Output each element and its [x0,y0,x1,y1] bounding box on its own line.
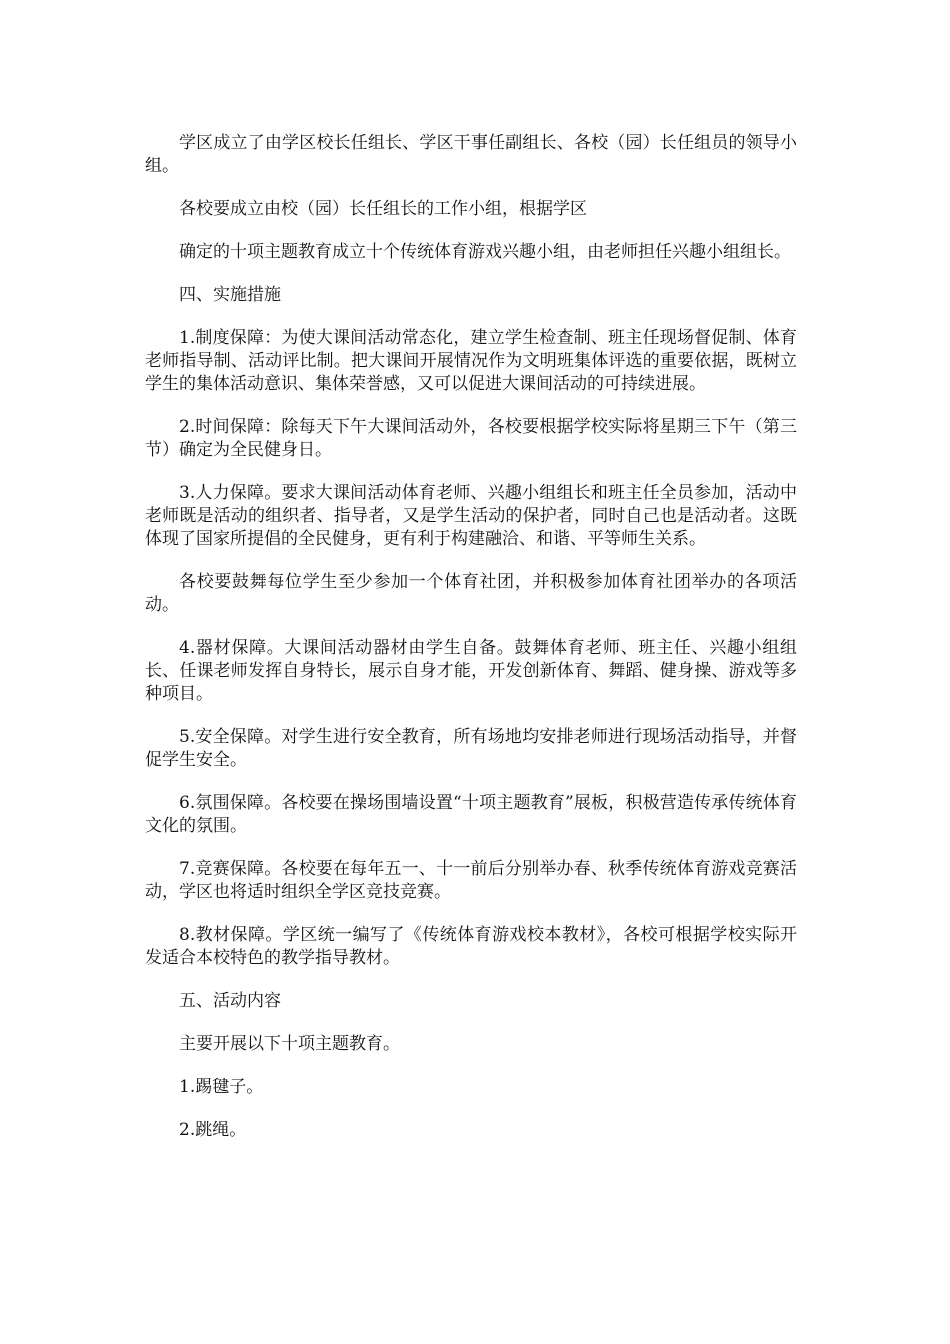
paragraph-competition-guarantee: 7.竞赛保障。各校要在每年五一、十一前后分别举办春、秋季传统体育游戏竞赛活动，学区也将适时组织全学区竞技竞赛。 [145,859,797,902]
paragraph-interest-groups: 确定的十项主题教育成立十个传统体育游戏兴趣小组，由老师担任兴趣小组组长。 [179,242,791,262]
paragraph-textbook-guarantee: 8.教材保障。学区统一编写了《传统体育游戏校本教材》，各校可根据学校实际开发适合本校特色的教学指导教材。 [145,925,797,968]
paragraph-equipment-guarantee: 4.器材保障。大课间活动器材由学生自备。鼓舞体育老师、班主任、兴趣小组组长、任课老师发挥自身特长，展示自身才能，开发创新体育、舞蹈、健身操、游戏等多种项目。 [145,638,797,704]
paragraph-leadership-group: 学区成立了由学区校长任组长、学区干事任副组长、各校（园）长任组员的领导小组。 [145,133,797,176]
list-item-jump-rope: 2.跳绳。 [179,1120,247,1140]
paragraph-sports-clubs: 各校要鼓舞每位学生至少参加一个体育社团，并积极参加体育社团举办的各项活动。 [145,572,797,615]
section-heading-activities: 五、活动内容 [179,991,281,1011]
paragraph-main-themes: 主要开展以下十项主题教育。 [179,1034,400,1054]
section-heading-measures: 四、实施措施 [179,285,281,305]
paragraph-time-guarantee: 2.时间保障：除每天下午大课间活动外，各校要根据学校实际将星期三下午（第三节）确定为全民健身日。 [145,417,797,460]
paragraph-system-guarantee: 1.制度保障：为使大课间活动常态化，建立学生检查制、班主任现场督促制、体育老师指导制、活动评比制。把大课间开展情况作为文明班集体评选的重要依据，既树立学生的集体活动意识、集体荣誉感，又可以促进大课间活动的可持续进展。 [145,328,797,394]
list-item-shuttlecock: 1.踢毽子。 [179,1077,264,1097]
paragraph-safety-guarantee: 5.安全保障。对学生进行安全教育，所有场地均安排老师进行现场活动指导，并督促学生安全。 [145,727,797,770]
paragraph-human-guarantee: 3.人力保障。要求大课间活动体育老师、兴趣小组组长和班主任全员参加，活动中老师既是活动的组织者、指导者，又是学生活动的保护者，同时自己也是活动者。这既体现了国家所提倡的全民健身，更有利于构建融洽、和谐、平等师生关系。 [145,483,797,549]
paragraph-atmosphere-guarantee: 6.氛围保障。各校要在操场围墙设置“十项主题教育”展板，积极营造传承传统体育文化的氛围。 [145,793,797,836]
document-body [145,132,797,1162]
paragraph-work-group: 各校要成立由校（园）长任组长的工作小组，根据学区 [179,199,587,219]
